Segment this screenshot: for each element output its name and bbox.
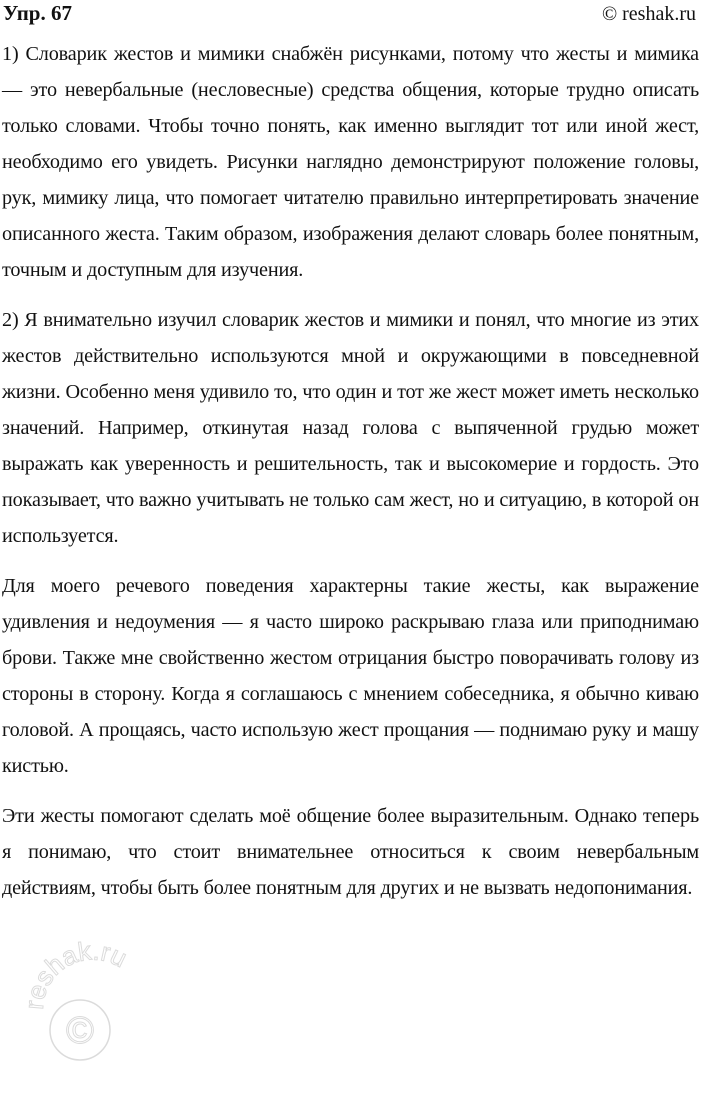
exercise-title: Упр. 67 xyxy=(3,1,72,25)
paragraph-2: 2) Я внимательно изучил словарик жестов и мимики и понял, что многие из этих жестов действительно используются мной и окружающими в повседневной жизни. Особенно меня удивило то, что один и тот же жест может иметь несколько значений. Например, откинутая назад голова с выпяченной грудью может выражать как уверенность и решительность, так и высокомерие и гордость. Это показывает, что важно учитывать не только сам жест, но и ситуацию, в которой он используется. xyxy=(2,309,699,547)
paragraph-1: 1) Словарик жестов и мимики снабжён рисунками, потому что жесты и мимика — это невербальные (несловесные) средства общения, которые трудно описать только словами. Чтобы точно понять, как именно выглядит тот или иной жест, необходимо его увидеть. Рисунки наглядно демонстрируют положение головы, рук, мимику лица, что помогает читателю правильно интерпретировать значение описанного жеста. Таким образом, изображения делают словарь более понятным, точным и доступным для изучения. xyxy=(2,43,699,281)
svg-text:reshak.ru xyxy=(19,935,132,1010)
page-header xyxy=(2,0,699,26)
copyright-notice: © reshak.ru xyxy=(601,3,696,25)
watermark-text: reshak.ru xyxy=(18,935,132,1011)
paragraph-4: Эти жесты помогают сделать моё общение более выразительным. Однако теперь я понимаю, что стоит внимательнее относиться к своим невербальным действиям, чтобы быть более понятным для других и не вызвать недопонимания. xyxy=(2,805,699,899)
watermark-icon xyxy=(18,935,168,1085)
watermark-logo xyxy=(18,935,168,1085)
watermark-symbol: © xyxy=(66,1010,94,1052)
paragraph-3: Для моего речевого поведения характерны такие жесты, как выражение удивления и недоумения — я часто широко раскрываю глаза или приподнимаю брови. Также мне свойственно жестом отрицания быстро поворачивать голову из стороны в сторону. Когда я соглашаюсь с мнением собеседника, я обычно киваю головой. А прощаясь, часто использую жест прощания — поднимаю руку и машу кистью. xyxy=(2,575,699,777)
